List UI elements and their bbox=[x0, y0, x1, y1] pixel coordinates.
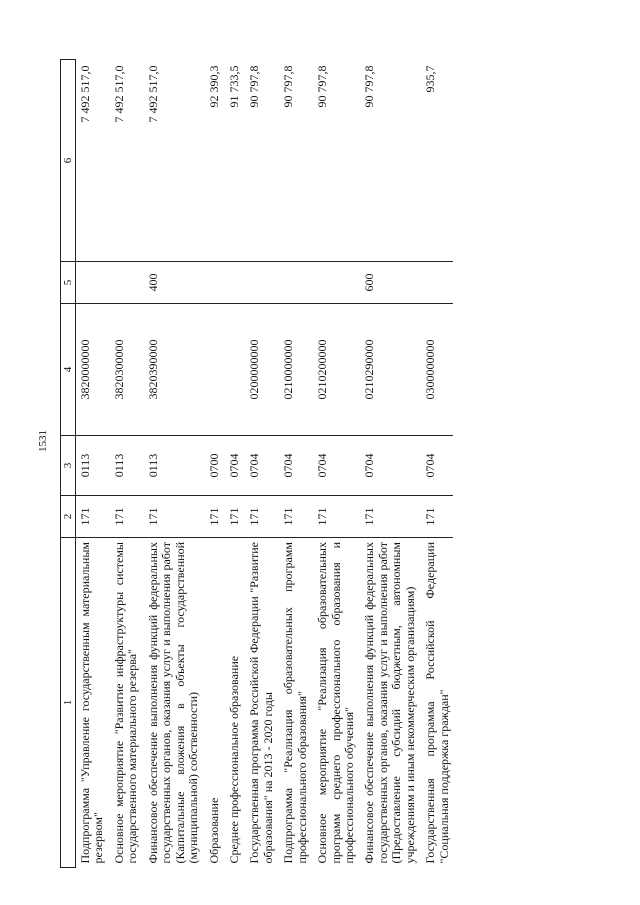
row-name: Финансовое обеспечение выполнения функций федеральных государственных органов, оказания услуг и выполнения работ (Капитальные вложения в объекты государственной (муниципальной) собственности) bbox=[145, 542, 201, 864]
row-section: 0704 bbox=[245, 436, 279, 496]
row-code-171: 171 bbox=[144, 496, 205, 538]
row-target-article: 3820300000 bbox=[110, 304, 144, 436]
row-section: 0704 bbox=[279, 436, 313, 496]
row-expense-type bbox=[421, 262, 453, 304]
row-amount: 92 390,3 bbox=[205, 60, 225, 262]
table-row bbox=[279, 60, 313, 868]
row-section: 0113 bbox=[144, 436, 205, 496]
column-header: 1 bbox=[61, 538, 76, 868]
row-expense-type bbox=[110, 262, 144, 304]
row-name: Образование bbox=[206, 797, 221, 864]
row-section: 0113 bbox=[110, 436, 144, 496]
row-amount: 90 797,8 bbox=[313, 60, 360, 262]
row-target-article bbox=[205, 304, 225, 436]
row-amount: 90 797,8 bbox=[245, 60, 279, 262]
row-code-171: 171 bbox=[76, 496, 110, 538]
row-amount: 91 733,5 bbox=[225, 60, 245, 262]
column-number-header bbox=[61, 60, 76, 868]
row-target-article: 0300000000 bbox=[421, 304, 453, 436]
table-row bbox=[110, 60, 144, 868]
row-name: Основное мероприятие "Реализация образовательных программ среднего профессионального образования и профессионального обучения" bbox=[315, 542, 356, 864]
row-expense-type bbox=[205, 262, 225, 304]
row-name: Среднее профессиональное образование bbox=[226, 655, 241, 864]
row-code-171: 171 bbox=[313, 496, 360, 538]
row-target-article: 0210200000 bbox=[313, 304, 360, 436]
row-code-171: 171 bbox=[245, 496, 279, 538]
row-name: Основное мероприятие "Развитие инфраструктуры системы государственного материального резерва" bbox=[111, 542, 140, 864]
page-number: 1531 bbox=[37, 430, 49, 452]
row-code-171: 171 bbox=[225, 496, 245, 538]
column-header: 4 bbox=[61, 304, 76, 436]
row-section: 0704 bbox=[421, 436, 453, 496]
budget-table bbox=[60, 59, 453, 868]
row-expense-type bbox=[76, 262, 110, 304]
row-expense-type bbox=[225, 262, 245, 304]
row-target-article: 3820390000 bbox=[144, 304, 205, 436]
row-target-article bbox=[225, 304, 245, 436]
table-row bbox=[360, 60, 421, 868]
row-amount: 90 797,8 bbox=[360, 60, 421, 262]
row-section: 0700 bbox=[205, 436, 225, 496]
table-row bbox=[76, 60, 110, 868]
table-row bbox=[144, 60, 205, 868]
row-amount: 7 492 517,0 bbox=[76, 60, 110, 262]
row-section: 0113 bbox=[76, 436, 110, 496]
row-code-171: 171 bbox=[421, 496, 453, 538]
column-header: 6 bbox=[61, 60, 76, 262]
row-code-171: 171 bbox=[360, 496, 421, 538]
row-amount: 935,7 bbox=[421, 60, 453, 262]
row-amount: 90 797,8 bbox=[279, 60, 313, 262]
row-amount: 7 492 517,0 bbox=[144, 60, 205, 262]
table-row bbox=[205, 60, 225, 868]
column-header: 5 bbox=[61, 262, 76, 304]
row-target-article: 0210000000 bbox=[279, 304, 313, 436]
budget-table-container bbox=[60, 60, 640, 868]
row-name: Подпрограмма "Реализация образовательных программ профессионального образования" bbox=[281, 542, 309, 864]
column-header: 2 bbox=[61, 496, 76, 538]
row-name: Финансовое обеспечение выполнения функций федеральных государственных органов, оказания услуг и выполнения работ (Предоставление субсидий бюджетным, автономным учреждениям и иным некоммерческим организациям) bbox=[362, 542, 417, 864]
row-expense-type: 400 bbox=[144, 262, 205, 304]
row-code-171: 171 bbox=[279, 496, 313, 538]
table-row bbox=[313, 60, 360, 868]
row-expense-type: 600 bbox=[360, 262, 421, 304]
row-target-article: 0210290000 bbox=[360, 304, 421, 436]
column-header: 3 bbox=[61, 436, 76, 496]
row-section: 0704 bbox=[225, 436, 245, 496]
row-expense-type bbox=[245, 262, 279, 304]
row-target-article: 0200000000 bbox=[245, 304, 279, 436]
row-code-171: 171 bbox=[205, 496, 225, 538]
table-row bbox=[225, 60, 245, 868]
table-row bbox=[245, 60, 279, 868]
row-section: 0704 bbox=[313, 436, 360, 496]
row-expense-type bbox=[313, 262, 360, 304]
row-target-article: 3820000000 bbox=[76, 304, 110, 436]
row-amount: 7 492 517,0 bbox=[110, 60, 144, 262]
row-code-171: 171 bbox=[110, 496, 144, 538]
table-row bbox=[421, 60, 453, 868]
row-name: Государственная программа Российской Федерации "Развитие образования" на 2013 - 2020 годы bbox=[247, 542, 275, 864]
row-expense-type bbox=[279, 262, 313, 304]
row-section: 0704 bbox=[360, 436, 421, 496]
row-name: Подпрограмма "Управление государственным материальным резервом" bbox=[78, 542, 106, 864]
row-name: Государственная программа Российской Федерации "Социальная поддержка граждан" bbox=[423, 542, 451, 864]
